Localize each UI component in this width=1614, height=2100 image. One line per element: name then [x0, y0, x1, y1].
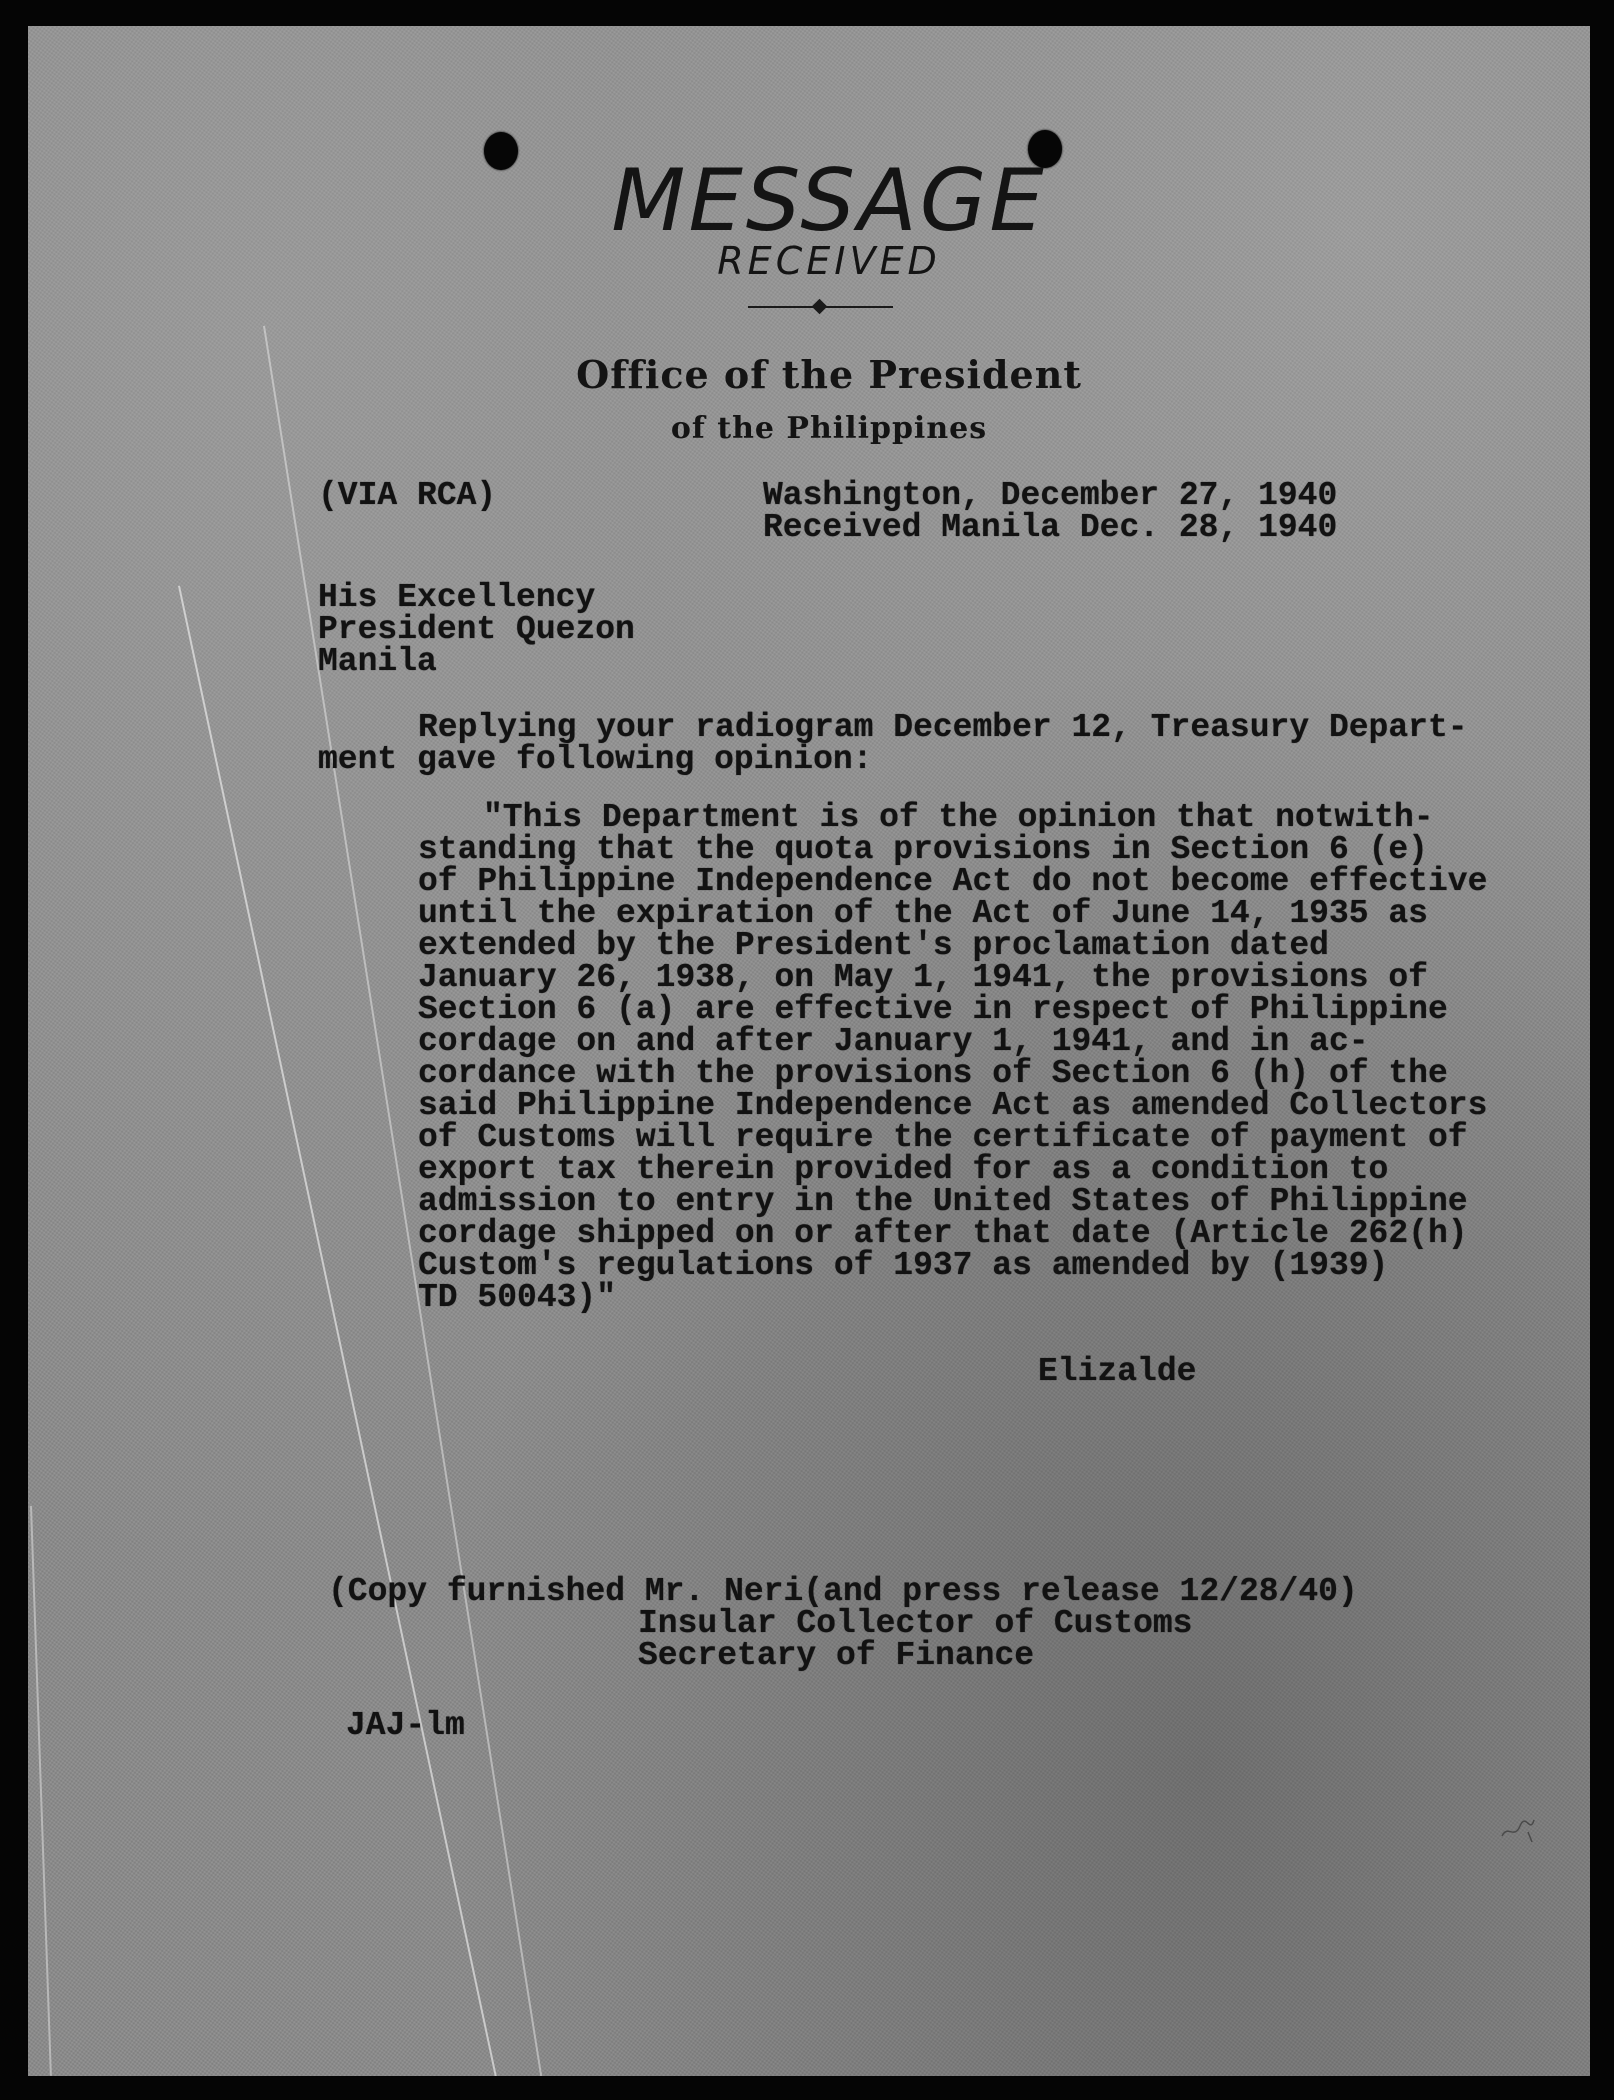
- letterhead-office: Office of the President: [576, 352, 1082, 397]
- addressee-line: Manila: [318, 643, 437, 680]
- via-line: (VIA RCA): [318, 477, 497, 514]
- quote-line: cordage on and after January 1, 1941, and in ac-: [418, 1023, 1369, 1060]
- copy-line: (Copy furnished Mr. Neri(and press release 12/28/40): [328, 1573, 1358, 1610]
- quote-line: export tax therein provided for as a condition to: [418, 1151, 1389, 1188]
- pencil-mark: [1498, 1814, 1538, 1844]
- quote-line: standing that the quota provisions in Section 6 (e): [418, 831, 1428, 868]
- paper-crease: [30, 1506, 52, 2076]
- quote-line: Custom's regulations of 1937 as amended by (1939): [418, 1247, 1389, 1284]
- addressee-line: President Quezon: [318, 611, 635, 648]
- quote-line: Section 6 (a) are effective in respect of Philippine: [418, 991, 1448, 1028]
- addressee-line: His Excellency: [318, 579, 596, 616]
- quote-line: cordance with the provisions of Section 6 (h) of the: [418, 1055, 1448, 1092]
- received-date: Received Manila Dec. 28, 1940: [763, 509, 1338, 546]
- quote-line: until the expiration of the Act of June 14, 1935 as: [418, 895, 1428, 932]
- signature: Elizalde: [1038, 1353, 1197, 1390]
- quote-line: admission to entry in the United States of Philippine: [418, 1183, 1468, 1220]
- quote-line: said Philippine Independence Act as amended Collectors: [418, 1087, 1488, 1124]
- quote-line: cordage shipped on or after that date (Article 262(h): [418, 1215, 1468, 1252]
- copy-line: Insular Collector of Customs: [638, 1605, 1193, 1642]
- quote-line: of Customs will require the certificate of payment of: [418, 1119, 1468, 1156]
- copy-line: Secretary of Finance: [638, 1637, 1035, 1674]
- quote-line: extended by the President's proclamation dated: [418, 927, 1329, 964]
- intro-line: ment gave following opinion:: [318, 741, 873, 778]
- letterhead-divider-ornament: [812, 299, 828, 315]
- document-page: [28, 26, 1590, 2076]
- sent-date: Washington, December 27, 1940: [763, 477, 1338, 514]
- intro-line: Replying your radiogram December 12, Treasury Depart-: [418, 709, 1468, 746]
- quote-line: TD 50043)": [418, 1279, 617, 1316]
- quote-line: "This Department is of the opinion that notwith-: [483, 799, 1434, 836]
- letterhead-subtitle: RECEIVED: [717, 239, 941, 283]
- quote-line: January 26, 1938, on May 1, 1941, the provisions of: [418, 959, 1428, 996]
- quote-line: of Philippine Independence Act do not become effective: [418, 863, 1488, 900]
- letterhead-title: MESSAGE: [611, 151, 1047, 251]
- typist-initials: JAJ-lm: [346, 1707, 465, 1744]
- letterhead-office-sub: of the Philippines: [670, 411, 988, 446]
